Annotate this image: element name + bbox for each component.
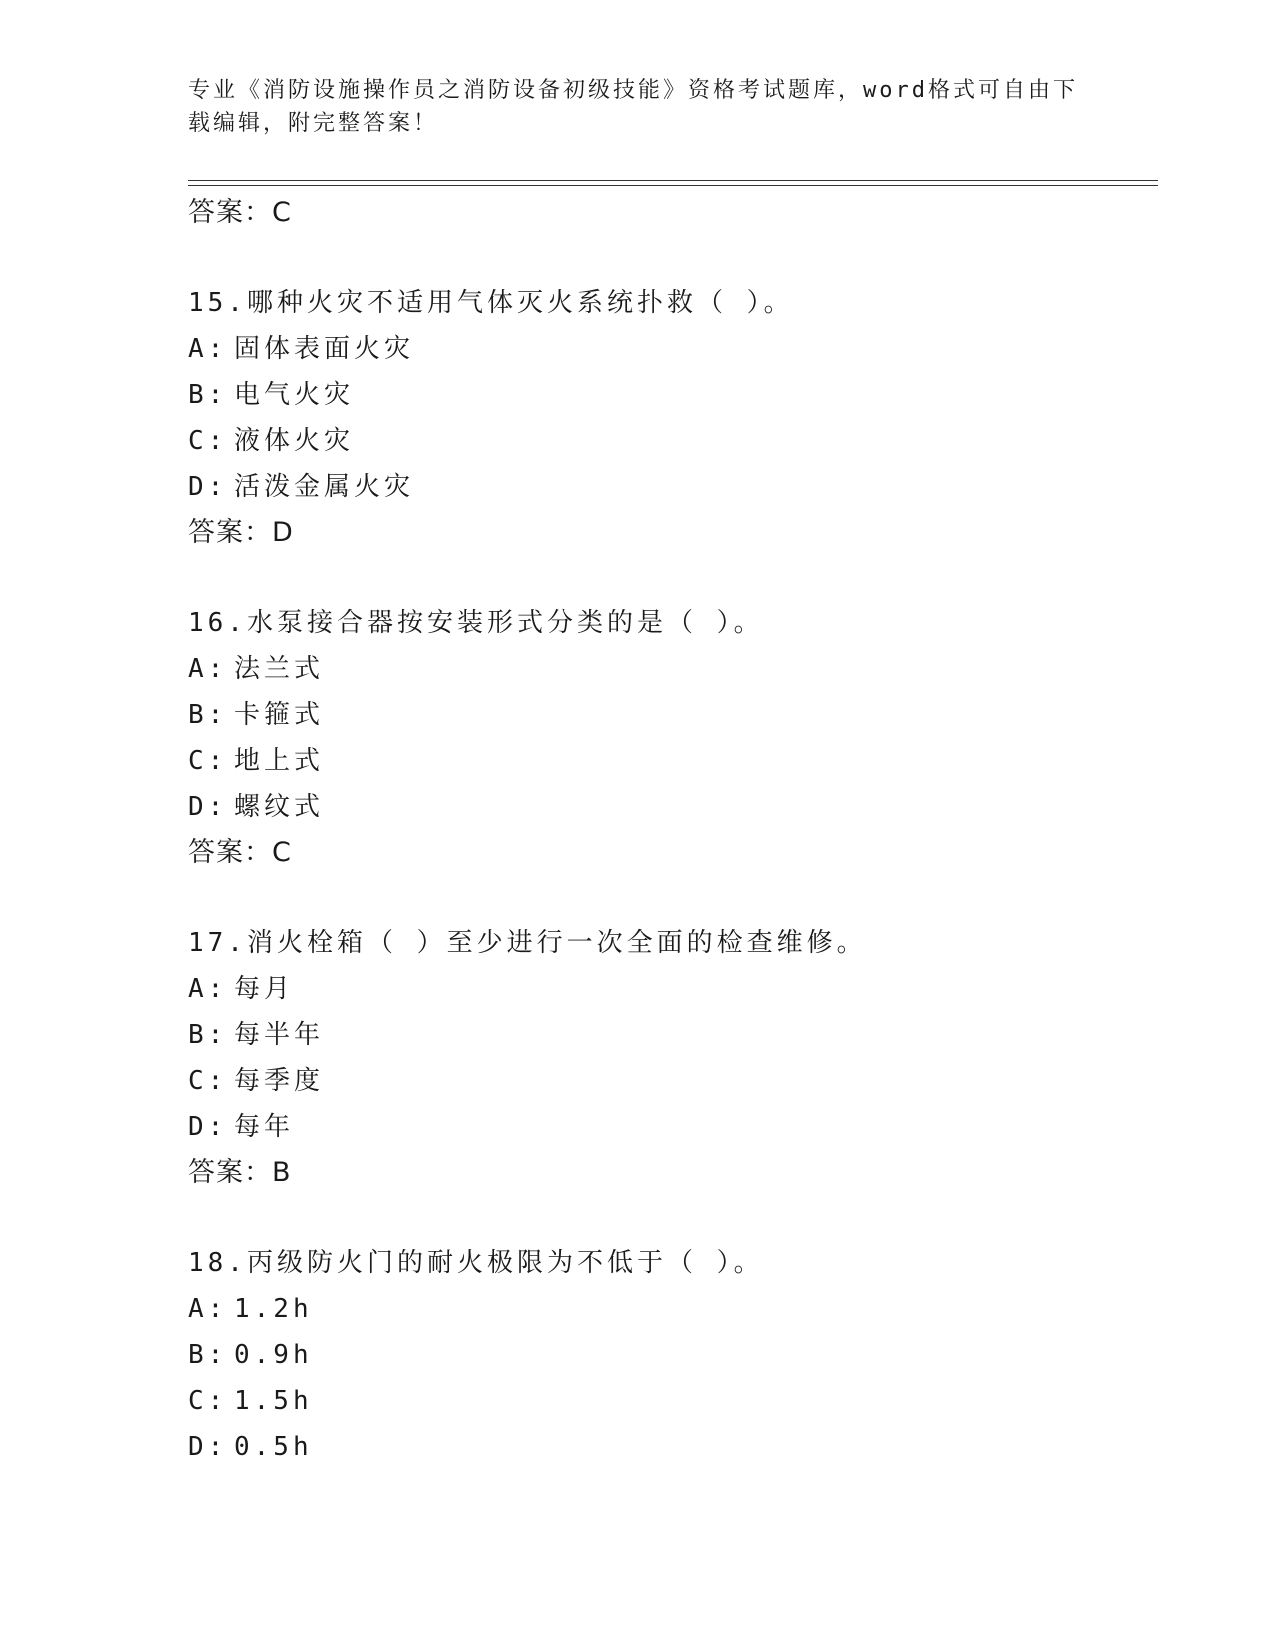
option-letter: B: <box>188 380 228 410</box>
question-text: 15.哪种火灾不适用气体灭火系统扑救（ ）。 <box>188 288 794 318</box>
option-text: 1.2h <box>234 1294 313 1324</box>
option-letter: C: <box>188 1066 228 1096</box>
option-b <box>188 372 1158 418</box>
answer-line: 答案：D <box>188 517 294 548</box>
option-text: 地上式 <box>234 746 325 776</box>
option-letter: A: <box>188 334 228 364</box>
option-letter: C: <box>188 1386 228 1416</box>
header-line-1: 专业《消防设施操作员之消防设备初级技能》资格考试题库，word格式可自由下 <box>188 78 1078 103</box>
option-text: 1.5h <box>234 1386 313 1416</box>
option-letter: B: <box>188 700 228 730</box>
option-b <box>188 692 1158 738</box>
option-d <box>188 464 1158 510</box>
option-text: 每月 <box>234 974 295 1004</box>
option-text: 螺纹式 <box>234 792 325 822</box>
option-text: 0.5h <box>234 1432 313 1462</box>
option-letter: B: <box>188 1020 228 1050</box>
header-divider-bottom <box>188 185 1158 186</box>
option-d <box>188 1104 1158 1150</box>
option-c <box>188 738 1158 784</box>
option-letter: B: <box>188 1340 228 1370</box>
option-text: 电气火灾 <box>234 380 355 410</box>
answer-line: 答案：C <box>188 837 292 868</box>
question-text: 18.丙级防火门的耐火极限为不低于（ ）。 <box>188 1248 764 1278</box>
option-b <box>188 1012 1158 1058</box>
question-item <box>188 1240 1158 1470</box>
option-text: 0.9h <box>234 1340 313 1370</box>
question-item <box>188 600 1158 876</box>
option-text: 卡箍式 <box>234 700 325 730</box>
option-text: 每季度 <box>234 1066 325 1096</box>
question-item <box>188 280 1158 556</box>
question-item <box>188 920 1158 1196</box>
option-text: 液体火灾 <box>234 426 355 456</box>
option-letter: A: <box>188 654 228 684</box>
option-text: 固体表面火灾 <box>234 334 415 364</box>
option-letter: D: <box>188 1112 228 1142</box>
option-text: 法兰式 <box>234 654 325 684</box>
header-divider-top <box>188 180 1158 181</box>
option-letter: D: <box>188 1432 228 1462</box>
option-text: 活泼金属火灾 <box>234 472 415 502</box>
header-line-2: 载编辑，附完整答案！ <box>188 111 439 136</box>
option-letter: C: <box>188 426 228 456</box>
previous-answer: 答案：C <box>188 197 292 228</box>
option-d <box>188 784 1158 830</box>
option-c <box>188 1378 1158 1424</box>
option-text: 每半年 <box>234 1020 325 1050</box>
document-header <box>188 74 1088 140</box>
answer-line: 答案：B <box>188 1157 292 1188</box>
option-d <box>188 1424 1158 1470</box>
option-a <box>188 326 1158 372</box>
option-a <box>188 966 1158 1012</box>
question-list <box>188 190 1158 1470</box>
option-letter: A: <box>188 974 228 1004</box>
option-letter: A: <box>188 1294 228 1324</box>
question-text: 16.水泵接合器按安装形式分类的是（ ）。 <box>188 608 764 638</box>
option-text: 每年 <box>234 1112 295 1142</box>
option-c <box>188 1058 1158 1104</box>
option-letter: D: <box>188 472 228 502</box>
option-letter: D: <box>188 792 228 822</box>
question-text: 17.消火栓箱（ ）至少进行一次全面的检查维修。 <box>188 928 867 958</box>
option-a <box>188 1286 1158 1332</box>
option-a <box>188 646 1158 692</box>
option-b <box>188 1332 1158 1378</box>
option-letter: C: <box>188 746 228 776</box>
option-c <box>188 418 1158 464</box>
